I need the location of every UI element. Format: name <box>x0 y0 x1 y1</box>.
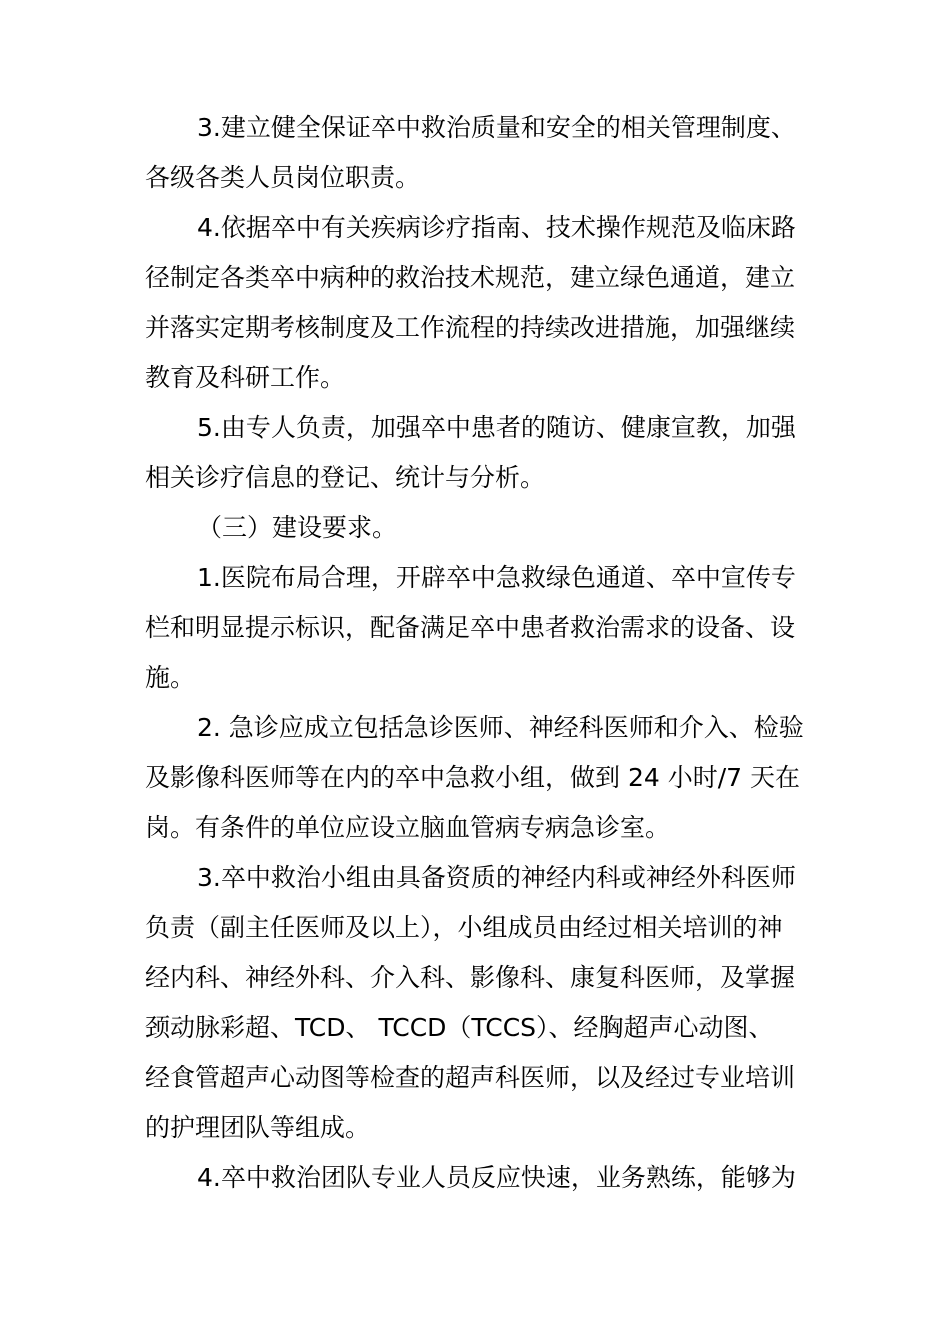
text-line: 岗。有条件的单位应设立脑血管病专病急诊室。 <box>145 813 671 842</box>
text-line: 4.卒中救治团队专业人员反应快速，业务熟练，能够为 <box>197 1163 796 1192</box>
text-line: 相关诊疗信息的登记、统计与分析。 <box>145 463 546 492</box>
document-body <box>145 103 813 1203</box>
text-line: 及影像科医师等在内的卒中急救小组，做到 24 小时/7 天在 <box>145 763 800 792</box>
text-line: 1.医院布局合理，开辟卒中急救绿色通道、卒中宣传专 <box>197 563 796 592</box>
text-line: （三）建设要求。 <box>197 513 398 542</box>
text-line: 颈动脉彩超、TCD、 TCCD（TCCS）、经胸超声心动图、 <box>145 1013 774 1042</box>
text-line: 经食管超声心动图等检查的超声科医师，以及经过专业培训 <box>145 1063 796 1092</box>
text-line: 径制定各类卒中病种的救治技术规范，建立绿色通道，建立 <box>145 263 796 292</box>
text-line: 2. 急诊应成立包括急诊医师、神经科医师和介入、检验 <box>197 713 804 742</box>
text-line: 经内科、神经外科、介入科、影像科、康复科医师，及掌握 <box>145 963 796 992</box>
text-line: 的护理团队等组成。 <box>145 1113 371 1142</box>
text-line: 施。 <box>145 663 196 692</box>
text-line: 3.建立健全保证卒中救治质量和安全的相关管理制度、 <box>197 113 796 142</box>
text-line: 5.由专人负责，加强卒中患者的随访、健康宣教，加强 <box>197 413 796 442</box>
text-line: 负责（副主任医师及以上），小组成员由经过相关培训的神 <box>145 913 783 942</box>
text-line: 4.依据卒中有关疾病诊疗指南、技术操作规范及临床路 <box>197 213 796 242</box>
text-line: 各级各类人员岗位职责。 <box>145 163 421 192</box>
text-line: 栏和明显提示标识，配备满足卒中患者救治需求的设备、设 <box>145 613 796 642</box>
text-line: 并落实定期考核制度及工作流程的持续改进措施，加强继续 <box>145 313 796 342</box>
text-line: 教育及科研工作。 <box>145 363 346 392</box>
text-line: 3.卒中救治小组由具备资质的神经内科或神经外科医师 <box>197 863 796 892</box>
